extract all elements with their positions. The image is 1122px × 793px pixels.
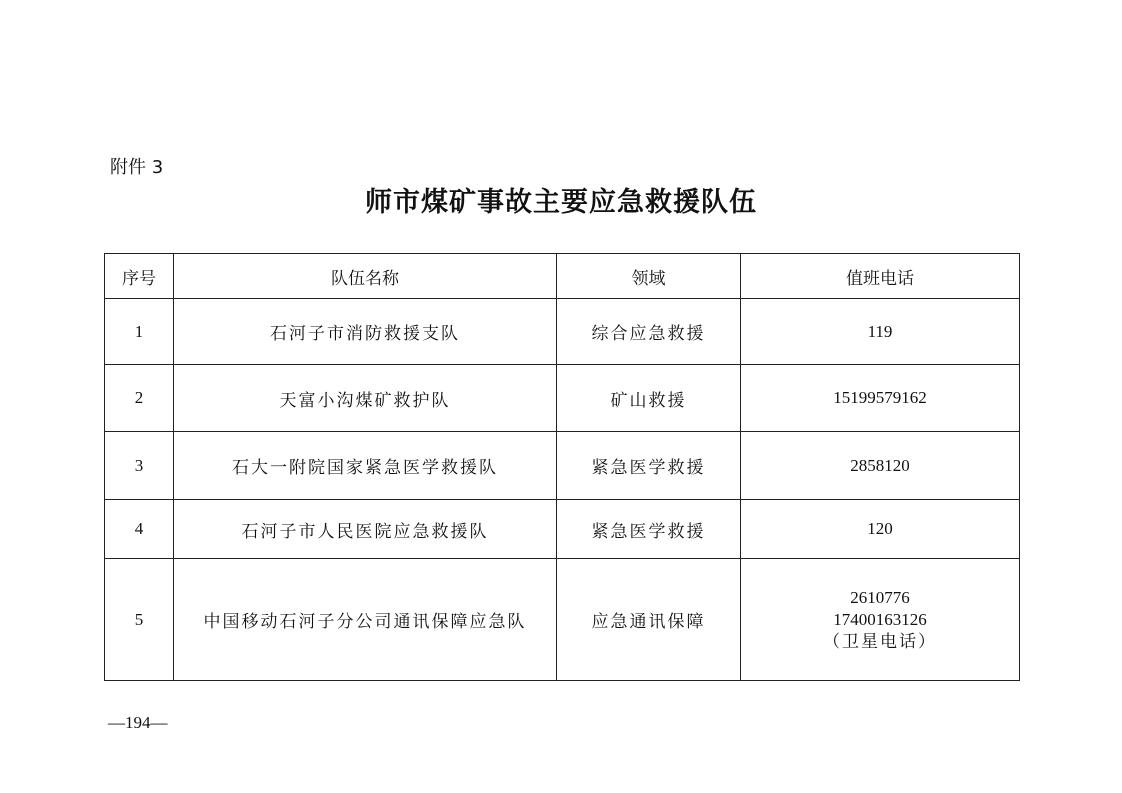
rescue-teams-table — [104, 253, 1020, 681]
row-team-name: 石大一附院国家紧急医学救援队 — [174, 432, 557, 500]
row-phone — [741, 500, 1020, 559]
row-field: 紧急医学救援 — [557, 432, 741, 500]
phone-number: 2610776 — [850, 587, 910, 607]
row-team-name: 石河子市人民医院应急救援队 — [174, 500, 557, 559]
table-row — [105, 432, 1020, 500]
phone-note: （卫星电话） — [823, 631, 937, 651]
table-header-row — [105, 254, 1020, 299]
table-row — [105, 559, 1020, 681]
row-field: 应急通讯保障 — [557, 559, 741, 681]
row-field: 矿山救援 — [557, 365, 741, 432]
row-team-name: 石河子市消防救援支队 — [174, 299, 557, 365]
header-duty-phone: 值班电话 — [741, 254, 1020, 299]
row-no: 4 — [105, 500, 174, 559]
row-field: 综合应急救援 — [557, 299, 741, 365]
row-phone — [741, 299, 1020, 365]
row-phone — [741, 559, 1020, 681]
row-no: 2 — [105, 365, 174, 432]
document-title: 师市煤矿事故主要应急救援队伍 — [365, 187, 757, 218]
row-phone — [741, 432, 1020, 500]
phone-number: 119 — [867, 321, 893, 341]
row-phone — [741, 365, 1020, 432]
row-no: 1 — [105, 299, 174, 365]
row-team-name: 天富小沟煤矿救护队 — [174, 365, 557, 432]
phone-number: 120 — [867, 519, 893, 538]
table-row — [105, 299, 1020, 365]
table-row — [105, 500, 1020, 559]
phone-number: 17400163126 — [833, 609, 927, 629]
header-no: 序号 — [105, 254, 174, 299]
phone-number: 2858120 — [850, 455, 910, 475]
header-team-name: 队伍名称 — [174, 254, 557, 299]
row-team-name: 中国移动石河子分公司通讯保障应急队 — [174, 559, 557, 681]
table-row — [105, 365, 1020, 432]
header-field: 领域 — [557, 254, 741, 299]
row-no: 5 — [105, 559, 174, 681]
row-field: 紧急医学救援 — [557, 500, 741, 559]
attachment-label: 附件 3 — [110, 157, 164, 178]
page-number: —194— — [108, 713, 168, 732]
row-no: 3 — [105, 432, 174, 500]
phone-number: 15199579162 — [833, 388, 927, 407]
